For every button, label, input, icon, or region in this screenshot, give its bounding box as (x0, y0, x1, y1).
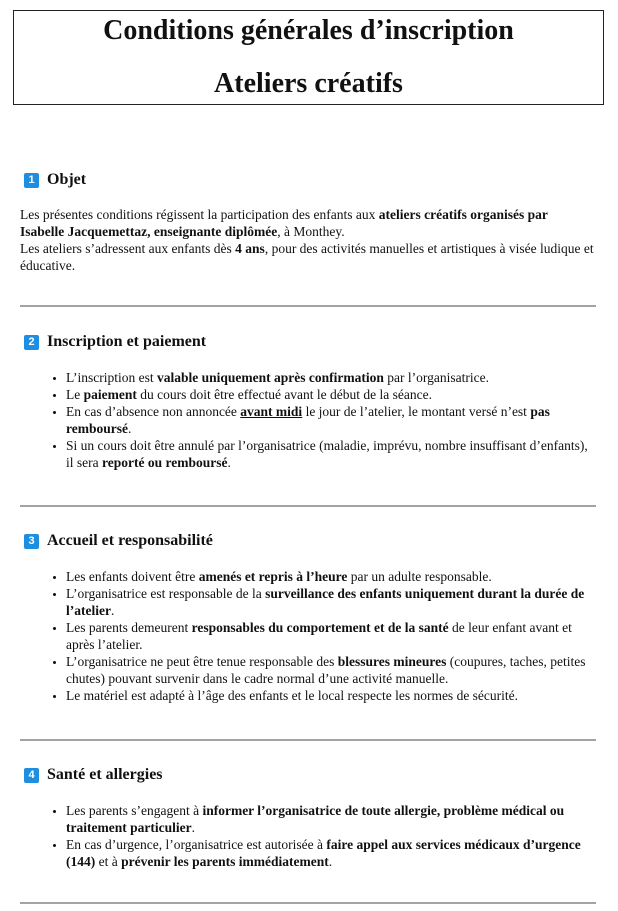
list-item (66, 437, 598, 471)
list-item (66, 687, 598, 704)
bold-text: faire appel aux services médicaux d’urgence (144) (66, 837, 581, 869)
list-item (66, 386, 598, 403)
document-title: Conditions générales d’inscription (103, 15, 514, 46)
list-item (66, 653, 598, 687)
text: , à Monthey. (277, 224, 345, 239)
section-title: Accueil et responsabilité (47, 532, 213, 549)
text: . (128, 421, 132, 436)
divider (20, 739, 596, 741)
list-item (66, 403, 598, 437)
bold-text: blessures mineures (337, 654, 447, 669)
bold-text: responsables du comportement et de la santé (191, 620, 449, 635)
list-item (66, 619, 598, 653)
list-item (66, 802, 598, 836)
bold-text: surveillance des enfants uniquement durant la durée de l’atelier (66, 586, 585, 618)
text: L’inscription est (66, 370, 157, 385)
section-heading (20, 170, 598, 190)
bullet-list (20, 369, 598, 471)
text: Les parents s’engagent à (66, 803, 203, 818)
bold-text: ateliers créatifs organisés par Isabelle Jacquemettaz, enseignante diplômée (20, 207, 548, 239)
underlined-text (240, 404, 302, 419)
text: Les parents demeurent (66, 620, 192, 635)
divider (20, 505, 596, 507)
section-title: Objet (47, 171, 87, 188)
text: . (227, 455, 231, 470)
section-sante-allergies (20, 765, 598, 870)
text: de leur enfant avant et après l’atelier. (66, 620, 572, 652)
bullet-list (20, 802, 598, 870)
text: Les présentes conditions régissent la participation des enfants aux (20, 207, 379, 222)
bullet-list (20, 568, 598, 704)
paragraph (20, 206, 594, 274)
bold-text: 4 ans (235, 241, 265, 256)
text: . (110, 603, 115, 618)
bold-text: informer l’organisatrice de toute allergie, problème médical ou traitement particulier (66, 803, 565, 835)
bold-text: prévenir les parents immédiatement (121, 854, 329, 869)
bold-text: pas remboursé (66, 404, 550, 436)
text: Le (66, 387, 84, 402)
list-item (66, 836, 598, 870)
list-item (66, 369, 598, 386)
text: Le matériel est adapté à l’âge des enfants et le local respecte les normes de sécurité. (66, 688, 519, 703)
text: L’organisatrice ne peut être tenue responsable des (66, 654, 338, 669)
bold-text: avant midi (240, 404, 303, 419)
text: , pour des activités manuelles et artistiques à visée ludique et éducative. (20, 241, 594, 273)
bold-text: valable uniquement après confirmation (157, 370, 384, 385)
list-item (66, 585, 598, 619)
text: par l’organisatrice. (383, 370, 489, 385)
text: (coupures, taches, petites chutes) pouvant survenir dans le cadre normal d’une activité manuelle. (66, 654, 586, 686)
divider (20, 902, 596, 904)
text: le jour de l’atelier, le montant versé n’est (302, 404, 531, 419)
text: En cas d’absence non annoncée (66, 404, 241, 419)
title-box (13, 10, 604, 105)
text: L’organisatrice est responsable de la (66, 586, 266, 601)
bold-text: paiement (83, 387, 137, 402)
section-heading (20, 765, 598, 785)
section-title: Santé et allergies (47, 766, 163, 783)
text: du cours doit être effectué avant le début de la séance. (136, 387, 432, 402)
number-3-icon: 3 (24, 534, 39, 549)
number-1-icon: 1 (24, 173, 39, 188)
bold-text: reporté ou remboursé (102, 455, 228, 470)
text: Les enfants doivent être (66, 569, 199, 584)
section-heading (20, 531, 598, 551)
text: Les ateliers s’adressent aux enfants dès (20, 241, 236, 256)
section-inscription-paiement (20, 332, 598, 471)
list-item (66, 568, 598, 585)
number-4-icon: 4 (24, 768, 39, 783)
text: et à (95, 854, 122, 869)
text: . (191, 820, 195, 835)
section-accueil-responsabilite (20, 531, 598, 704)
text: En cas d’urgence, l’organisatrice est autorisée à (66, 837, 327, 852)
text: par un adulte responsable. (347, 569, 492, 584)
text: Si un cours doit être annulé par l’organisatrice (maladie, imprévu, nombre insuffisant d’enfants), il sera (66, 438, 588, 470)
section-heading (20, 332, 598, 352)
text: . (328, 854, 333, 869)
section-title: Inscription et paiement (47, 333, 207, 350)
number-2-icon: 2 (24, 335, 39, 350)
document-subtitle: Ateliers créatifs (214, 68, 403, 99)
divider (20, 305, 596, 307)
section-objet (20, 170, 598, 274)
bold-text: amenés et repris à l’heure (198, 569, 348, 584)
